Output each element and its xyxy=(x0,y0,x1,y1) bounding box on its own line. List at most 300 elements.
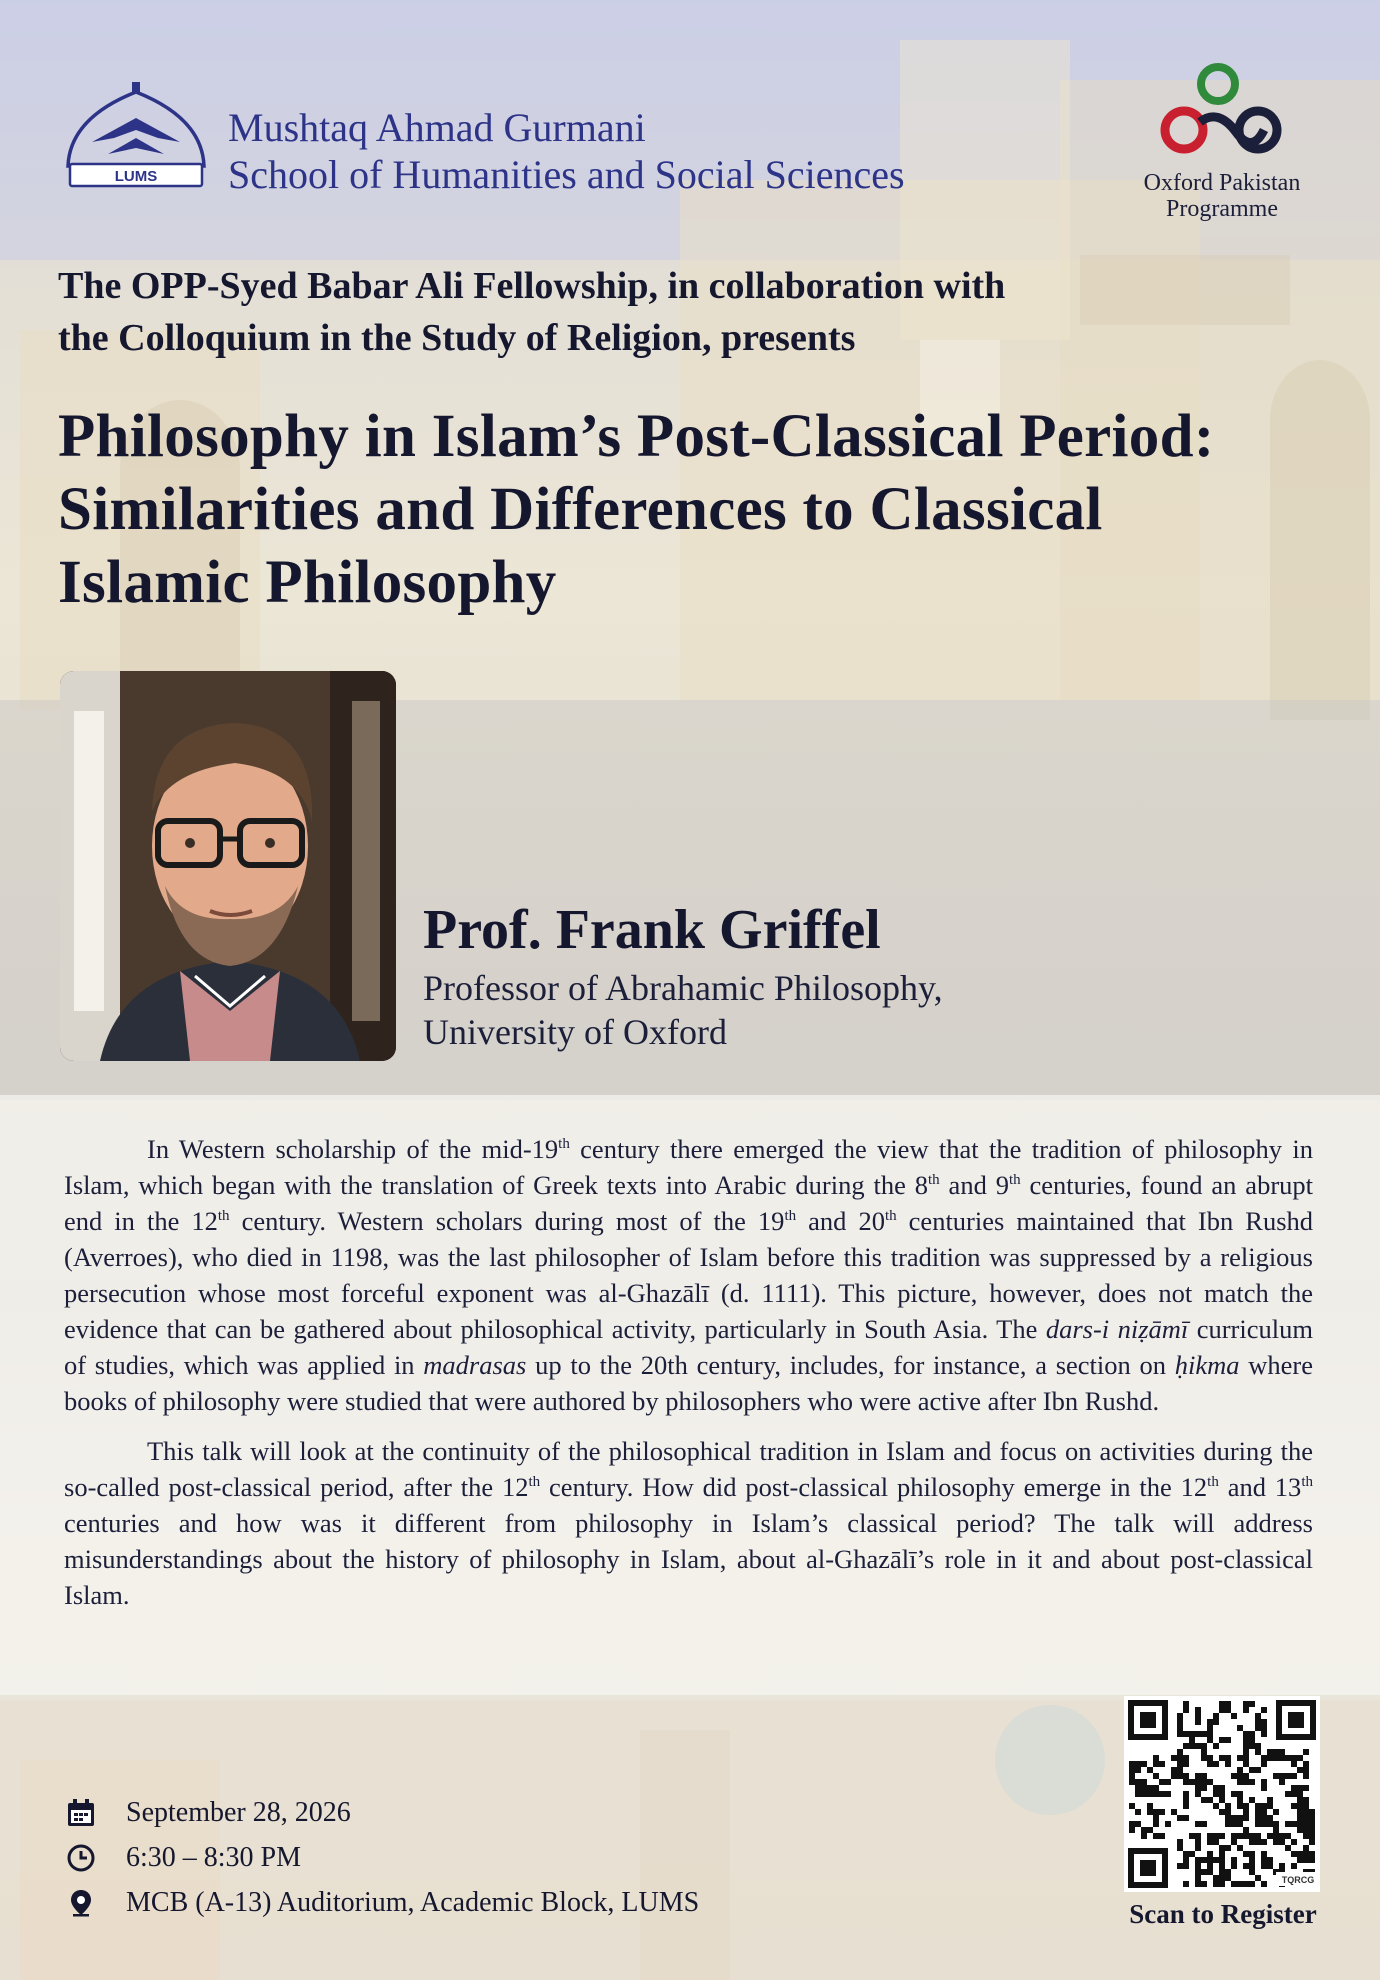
qr-module xyxy=(1261,1821,1267,1827)
qr-module xyxy=(1207,1755,1213,1761)
qr-module xyxy=(1303,1815,1309,1821)
abstract xyxy=(64,1131,1313,1627)
qr-module xyxy=(1249,1881,1255,1887)
qr-module xyxy=(1135,1767,1141,1773)
qr-module xyxy=(1147,1767,1153,1773)
qr-module xyxy=(1147,1791,1153,1797)
qr-module xyxy=(1213,1785,1219,1791)
qr-module xyxy=(1147,1785,1153,1791)
event-venue-text: MCB (A-13) Auditorium, Academic Block, LUMS xyxy=(126,1887,700,1918)
qr-module xyxy=(1249,1743,1255,1749)
opp-logo xyxy=(1142,62,1302,222)
qr-module xyxy=(1261,1731,1267,1737)
qr-module xyxy=(1255,1815,1261,1821)
qr-module xyxy=(1297,1791,1303,1797)
qr-module xyxy=(1153,1773,1159,1779)
qr-module xyxy=(1231,1773,1237,1779)
qr-module xyxy=(1147,1809,1153,1815)
qr-module xyxy=(1195,1791,1201,1797)
qr-module xyxy=(1195,1881,1201,1887)
qr-module xyxy=(1129,1761,1135,1767)
qr-module xyxy=(1297,1827,1303,1833)
qr-module xyxy=(1195,1731,1201,1737)
qr-module xyxy=(1237,1725,1243,1731)
qr-module xyxy=(1303,1797,1309,1803)
qr-module xyxy=(1243,1743,1249,1749)
qr-module xyxy=(1243,1761,1249,1767)
qr-module xyxy=(1219,1755,1225,1761)
qr-module xyxy=(1135,1809,1141,1815)
qr-module xyxy=(1255,1803,1261,1809)
qr-module xyxy=(1141,1833,1147,1839)
qr-module xyxy=(1213,1761,1219,1767)
qr-module xyxy=(1249,1767,1255,1773)
qr-module xyxy=(1159,1779,1165,1785)
qr-module xyxy=(1249,1797,1255,1803)
qr-module xyxy=(1237,1845,1243,1851)
qr-module xyxy=(1303,1833,1309,1839)
school-name xyxy=(228,104,905,198)
qr-module xyxy=(1225,1707,1231,1713)
qr-module xyxy=(1237,1803,1243,1809)
qr-module xyxy=(1135,1821,1141,1827)
qr-module xyxy=(1291,1785,1297,1791)
qr-module xyxy=(1225,1755,1231,1761)
qr-module xyxy=(1261,1719,1267,1725)
qr-module xyxy=(1201,1755,1207,1761)
qr-module xyxy=(1255,1833,1261,1839)
qr-module xyxy=(1225,1803,1231,1809)
qr-module xyxy=(1279,1773,1285,1779)
qr-module xyxy=(1249,1869,1255,1875)
school-name-line2: School of Humanities and Social Sciences xyxy=(228,152,905,197)
qr-module xyxy=(1225,1815,1231,1821)
qr-module xyxy=(1183,1755,1189,1761)
qr-module xyxy=(1303,1761,1309,1767)
opp-logo-text xyxy=(1142,170,1302,222)
qr-module xyxy=(1303,1827,1309,1833)
qr-module xyxy=(1297,1803,1303,1809)
qr-module xyxy=(1261,1815,1267,1821)
school-name-line1: Mushtaq Ahmad Gurmani xyxy=(228,105,646,150)
qr-module xyxy=(1303,1809,1309,1815)
qr-module xyxy=(1291,1803,1297,1809)
qr-module xyxy=(1177,1761,1183,1767)
opp-logo-line1: Oxford Pakistan xyxy=(1143,170,1301,196)
qr-module xyxy=(1213,1833,1219,1839)
qr-module xyxy=(1261,1851,1267,1857)
qr-module xyxy=(1285,1833,1291,1839)
qr-module xyxy=(1237,1833,1243,1839)
qr-module xyxy=(1243,1707,1249,1713)
qr-module xyxy=(1261,1755,1267,1761)
qr-module xyxy=(1207,1761,1213,1767)
qr-module xyxy=(1195,1779,1201,1785)
qr-module xyxy=(1249,1857,1255,1863)
qr-module xyxy=(1129,1773,1135,1779)
qr-module xyxy=(1237,1815,1243,1821)
qr-module xyxy=(1273,1821,1279,1827)
qr-module xyxy=(1291,1863,1297,1869)
qr-module xyxy=(1261,1725,1267,1731)
qr-module xyxy=(1225,1737,1231,1743)
qr-module xyxy=(1267,1821,1273,1827)
qr-module xyxy=(1141,1827,1147,1833)
qr-module xyxy=(1183,1857,1189,1863)
qr-module xyxy=(1243,1737,1249,1743)
qr-module xyxy=(1231,1791,1237,1797)
qr-module xyxy=(1267,1755,1273,1761)
qr-module xyxy=(1309,1851,1315,1857)
qr-module xyxy=(1279,1863,1285,1869)
qr-module xyxy=(1171,1773,1177,1779)
qr-module xyxy=(1201,1869,1207,1875)
qr-module xyxy=(1195,1719,1201,1725)
qr-module xyxy=(1291,1839,1297,1845)
speaker-role-line2: University of Oxford xyxy=(423,1012,727,1052)
event-time-text: 6:30 – 8:30 PM xyxy=(126,1842,302,1873)
qr-module xyxy=(1279,1779,1285,1785)
speaker-role xyxy=(423,966,943,1054)
qr-module xyxy=(1231,1881,1237,1887)
qr-module xyxy=(1189,1851,1195,1857)
qr-module xyxy=(1261,1779,1267,1785)
qr-module xyxy=(1195,1845,1201,1851)
qr-module xyxy=(1255,1821,1261,1827)
qr-module xyxy=(1261,1863,1267,1869)
qr-module xyxy=(1297,1815,1303,1821)
qr-module xyxy=(1267,1833,1273,1839)
qr-module xyxy=(1177,1725,1183,1731)
qr-module xyxy=(1183,1707,1189,1713)
qr-module xyxy=(1189,1779,1195,1785)
qr-module xyxy=(1207,1857,1213,1863)
qr-module xyxy=(1243,1851,1249,1857)
qr-module xyxy=(1201,1773,1207,1779)
qr-module xyxy=(1285,1755,1291,1761)
qr-module xyxy=(1303,1851,1309,1857)
qr-module xyxy=(1219,1851,1225,1857)
qr-module xyxy=(1255,1749,1261,1755)
qr-module xyxy=(1141,1785,1147,1791)
qr-module xyxy=(1309,1809,1315,1815)
qr-module xyxy=(1297,1785,1303,1791)
qr-module xyxy=(1129,1803,1135,1809)
qr-module xyxy=(1243,1803,1249,1809)
qr-module xyxy=(1195,1857,1201,1863)
qr-module xyxy=(1177,1749,1183,1755)
qr-module xyxy=(1267,1803,1273,1809)
qr-module xyxy=(1231,1815,1237,1821)
qr-module xyxy=(1213,1857,1219,1863)
qr-module xyxy=(1177,1731,1183,1737)
qr-module xyxy=(1309,1815,1315,1821)
qr-module xyxy=(1309,1833,1315,1839)
qr-module xyxy=(1129,1779,1135,1785)
qr-module xyxy=(1153,1809,1159,1815)
qr-module xyxy=(1303,1803,1309,1809)
qr-module xyxy=(1243,1809,1249,1815)
qr-module xyxy=(1141,1761,1147,1767)
qr-module xyxy=(1201,1779,1207,1785)
qr-module xyxy=(1291,1851,1297,1857)
qr-module xyxy=(1189,1743,1195,1749)
qr-module xyxy=(1129,1767,1135,1773)
qr-module xyxy=(1273,1839,1279,1845)
qr-module xyxy=(1219,1845,1225,1851)
qr-module xyxy=(1249,1701,1255,1707)
talk-title-line1: Philosophy in Islam’s Post-Classical Period: xyxy=(58,403,1215,470)
qr-module xyxy=(1219,1869,1225,1875)
qr-module xyxy=(1285,1821,1291,1827)
qr-module xyxy=(1243,1779,1249,1785)
qr-module xyxy=(1255,1767,1261,1773)
qr-brand-label: TQRCG xyxy=(1281,1875,1315,1885)
qr-module xyxy=(1195,1875,1201,1881)
qr-module xyxy=(1273,1755,1279,1761)
qr-module xyxy=(1207,1863,1213,1869)
speaker-role-line1: Professor of Abrahamic Philosophy, xyxy=(423,968,943,1008)
qr-module xyxy=(1177,1755,1183,1761)
qr-module xyxy=(1291,1821,1297,1827)
qr-module xyxy=(1207,1731,1213,1737)
qr-module xyxy=(1267,1797,1273,1803)
qr-module xyxy=(1135,1761,1141,1767)
qr-module xyxy=(1267,1749,1273,1755)
qr-module xyxy=(1279,1839,1285,1845)
qr-module xyxy=(1291,1755,1297,1761)
qr-module xyxy=(1189,1737,1195,1743)
lums-logo xyxy=(62,78,210,190)
talk-title xyxy=(58,400,1214,619)
qr-module xyxy=(1303,1749,1309,1755)
qr-module xyxy=(1183,1701,1189,1707)
qr-module xyxy=(1243,1731,1249,1737)
qr-module xyxy=(1237,1821,1243,1827)
qr-module xyxy=(1201,1821,1207,1827)
qr-module xyxy=(1165,1791,1171,1797)
lums-logo-label: LUMS xyxy=(114,168,158,185)
qr-module xyxy=(1261,1803,1267,1809)
abstract-paragraph-1: In Western scholarship of the mid-19th century there emerged the view that the tradition of philosophy in Islam, which began with the translation of Greek texts into Arabic during the 8th and 9th centuries, found an abrupt end in the 12th century. Western scholars during most of the 19th and 20th centuries maintained that Ibn Rushd (Averroes), who died in 1198, was the last philosopher of Islam before this tradition was suppressed by a religious persecution whose most forceful exponent was al-Ghazālī (d. 1111). This picture, however, does not match the evidence that can be gathered about philosophical activity, particularly in South Asia. The dars-i niẓāmī curriculum of studies, which was applied in madrasas up to the 20th century, includes, for instance, a section on ḥikma where books of philosophy were studied that were authored by philosophers who were active after Ibn Rushd. xyxy=(64,1134,1314,1416)
qr-module xyxy=(1201,1881,1207,1887)
qr-module xyxy=(1207,1869,1213,1875)
qr-module xyxy=(1183,1743,1189,1749)
qr-module xyxy=(1183,1803,1189,1809)
qr-module xyxy=(1225,1875,1231,1881)
qr-module xyxy=(1159,1809,1165,1815)
qr-module xyxy=(1129,1827,1135,1833)
qr-module xyxy=(1141,1791,1147,1797)
qr-module xyxy=(1273,1833,1279,1839)
qr-module xyxy=(1177,1767,1183,1773)
qr-module xyxy=(1183,1797,1189,1803)
qr-module xyxy=(1255,1719,1261,1725)
talk-title-line3: Islamic Philosophy xyxy=(58,549,557,616)
qr-module xyxy=(1225,1869,1231,1875)
qr-module xyxy=(1261,1707,1267,1713)
event-venue xyxy=(64,1886,699,1920)
qr-module xyxy=(1195,1869,1201,1875)
registration-qr-code[interactable] xyxy=(1124,1696,1320,1892)
qr-module xyxy=(1219,1701,1225,1707)
qr-module xyxy=(1267,1857,1273,1863)
qr-module xyxy=(1207,1725,1213,1731)
qr-module xyxy=(1285,1773,1291,1779)
qr-module xyxy=(1219,1881,1225,1887)
qr-module xyxy=(1309,1827,1315,1833)
qr-module xyxy=(1273,1809,1279,1815)
qr-module xyxy=(1291,1761,1297,1767)
qr-module xyxy=(1177,1863,1183,1869)
qr-module xyxy=(1129,1821,1135,1827)
qr-module xyxy=(1309,1821,1315,1827)
qr-module xyxy=(1225,1761,1231,1767)
qr-module xyxy=(1219,1797,1225,1803)
qr-module xyxy=(1231,1857,1237,1863)
qr-module xyxy=(1207,1851,1213,1857)
qr-module xyxy=(1183,1851,1189,1857)
qr-module xyxy=(1147,1803,1153,1809)
qr-module xyxy=(1171,1767,1177,1773)
qr-module xyxy=(1231,1713,1237,1719)
qr-module xyxy=(1291,1791,1297,1797)
qr-module xyxy=(1171,1755,1177,1761)
qr-module xyxy=(1213,1875,1219,1881)
qr-module xyxy=(1153,1833,1159,1839)
qr-module xyxy=(1177,1839,1183,1845)
qr-module xyxy=(1165,1821,1171,1827)
qr-module xyxy=(1261,1881,1267,1887)
qr-module xyxy=(1231,1821,1237,1827)
qr-module xyxy=(1255,1713,1261,1719)
qr-module xyxy=(1237,1779,1243,1785)
qr-module xyxy=(1219,1809,1225,1815)
qr-module xyxy=(1225,1701,1231,1707)
qr-module xyxy=(1213,1713,1219,1719)
qr-module xyxy=(1303,1845,1309,1851)
qr-module xyxy=(1183,1881,1189,1887)
qr-module xyxy=(1189,1833,1195,1839)
event-date xyxy=(64,1796,351,1830)
qr-module xyxy=(1285,1845,1291,1851)
qr-module xyxy=(1309,1839,1315,1845)
qr-module xyxy=(1135,1791,1141,1797)
speaker-photo xyxy=(60,671,396,1061)
qr-module xyxy=(1183,1779,1189,1785)
qr-module xyxy=(1279,1749,1285,1755)
qr-module xyxy=(1141,1779,1147,1785)
qr-module xyxy=(1297,1851,1303,1857)
qr-module xyxy=(1153,1761,1159,1767)
qr-module xyxy=(1267,1815,1273,1821)
qr-module xyxy=(1255,1809,1261,1815)
qr-module xyxy=(1261,1857,1267,1863)
qr-module xyxy=(1195,1833,1201,1839)
qr-module xyxy=(1213,1803,1219,1809)
qr-module xyxy=(1207,1737,1213,1743)
qr-module xyxy=(1243,1863,1249,1869)
qr-module xyxy=(1207,1797,1213,1803)
qr-module xyxy=(1201,1797,1207,1803)
qr-module xyxy=(1207,1839,1213,1845)
qr-module xyxy=(1303,1773,1309,1779)
qr-module xyxy=(1207,1719,1213,1725)
qr-module xyxy=(1201,1731,1207,1737)
qr-module xyxy=(1219,1707,1225,1713)
qr-module xyxy=(1177,1713,1183,1719)
qr-module xyxy=(1195,1713,1201,1719)
qr-module xyxy=(1237,1767,1243,1773)
qr-module xyxy=(1225,1845,1231,1851)
qr-module xyxy=(1171,1809,1177,1815)
qr-module xyxy=(1201,1743,1207,1749)
qr-module xyxy=(1201,1785,1207,1791)
qr-module xyxy=(1213,1791,1219,1797)
qr-module xyxy=(1261,1761,1267,1767)
qr-module xyxy=(1267,1863,1273,1869)
qr-module xyxy=(1303,1821,1309,1827)
qr-module xyxy=(1159,1791,1165,1797)
qr-module xyxy=(1183,1863,1189,1869)
qr-module xyxy=(1309,1857,1315,1863)
qr-module xyxy=(1177,1719,1183,1725)
qr-module xyxy=(1219,1857,1225,1863)
event-time xyxy=(64,1841,301,1875)
qr-module xyxy=(1243,1701,1249,1707)
qr-module xyxy=(1153,1815,1159,1821)
qr-module xyxy=(1213,1719,1219,1725)
qr-module xyxy=(1219,1863,1225,1869)
qr-module xyxy=(1213,1743,1219,1749)
qr-module xyxy=(1297,1821,1303,1827)
qr-module xyxy=(1297,1809,1303,1815)
qr-module xyxy=(1237,1881,1243,1887)
qr-module xyxy=(1261,1839,1267,1845)
qr-module xyxy=(1213,1881,1219,1887)
qr-module xyxy=(1279,1833,1285,1839)
qr-module xyxy=(1273,1773,1279,1779)
qr-module xyxy=(1291,1773,1297,1779)
opp-logo-line2: Programme xyxy=(1166,196,1278,222)
qr-module xyxy=(1225,1821,1231,1827)
qr-module xyxy=(1237,1797,1243,1803)
qr-module xyxy=(1153,1755,1159,1761)
qr-module xyxy=(1207,1833,1213,1839)
talk-title-line2: Similarities and Differences to Classical xyxy=(58,476,1103,543)
qr-module xyxy=(1261,1809,1267,1815)
qr-module xyxy=(1243,1815,1249,1821)
qr-module xyxy=(1195,1863,1201,1869)
calendar-icon xyxy=(64,1796,98,1830)
qr-module xyxy=(1195,1743,1201,1749)
presenter-statement xyxy=(58,260,1005,364)
qr-module xyxy=(1255,1839,1261,1845)
qr-module xyxy=(1231,1863,1237,1869)
qr-module xyxy=(1249,1851,1255,1857)
qr-module xyxy=(1153,1785,1159,1791)
qr-module xyxy=(1243,1881,1249,1887)
qr-module xyxy=(1135,1779,1141,1785)
qr-module xyxy=(1177,1845,1183,1851)
qr-module xyxy=(1273,1749,1279,1755)
qr-module xyxy=(1261,1785,1267,1791)
qr-module xyxy=(1147,1827,1153,1833)
qr-module xyxy=(1249,1833,1255,1839)
qr-module xyxy=(1201,1857,1207,1863)
qr-module xyxy=(1225,1809,1231,1815)
qr-module xyxy=(1285,1791,1291,1797)
